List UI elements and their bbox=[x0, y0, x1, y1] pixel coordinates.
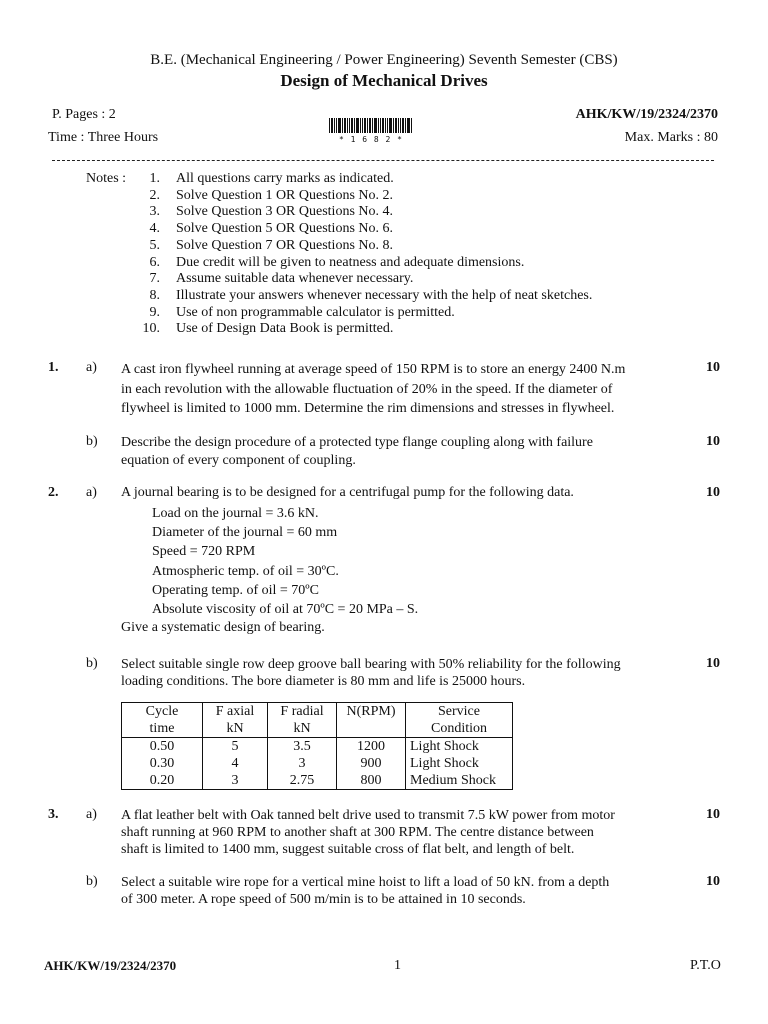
table-header-cell: F radial bbox=[268, 703, 337, 721]
subquestion-label: b) bbox=[86, 434, 98, 449]
note-number: 4. bbox=[149, 221, 160, 237]
table-header-cell: N(RPM) bbox=[337, 703, 406, 721]
note-number: 1. bbox=[149, 171, 160, 186]
note-text: All questions carry marks as indicated. bbox=[176, 171, 394, 186]
paper-code: AHK/KW/19/2324/2370 bbox=[575, 107, 718, 122]
question-3b-text bbox=[121, 874, 609, 908]
subquestion-label: a) bbox=[86, 485, 97, 500]
page-count: P. Pages : 2 bbox=[52, 107, 116, 122]
note-number: 8. bbox=[149, 287, 160, 303]
header-divider bbox=[52, 160, 714, 161]
footer-code: AHK/KW/19/2324/2370 bbox=[44, 958, 177, 973]
table-header-cell: time bbox=[122, 720, 203, 738]
note-text: Solve Question 3 OR Questions No. 4. bbox=[176, 204, 393, 220]
table-cell: 1200 bbox=[337, 738, 406, 756]
table-row bbox=[122, 738, 513, 756]
marks-value: 10 bbox=[706, 434, 720, 449]
question-line: shaft running at 960 RPM to another shaft at 300 RPM. The centre distance between bbox=[121, 825, 594, 840]
question-line: A cast iron flywheel running at average speed of 150 RPM is to store an energy 2400 N.m bbox=[121, 362, 626, 377]
note-number: 6. bbox=[149, 254, 160, 270]
table-header-cell: Condition bbox=[406, 720, 513, 738]
table-row bbox=[122, 772, 513, 790]
data-line: Speed = 720 RPM bbox=[152, 544, 256, 560]
note-number: 7. bbox=[149, 271, 160, 287]
marks-value: 10 bbox=[706, 874, 720, 889]
table-cell: Light Shock bbox=[406, 738, 513, 756]
table-cell: 5 bbox=[203, 738, 268, 756]
marks-value: 10 bbox=[706, 656, 720, 671]
table-cell: 3 bbox=[203, 772, 268, 790]
table-row bbox=[122, 755, 513, 772]
bearing-data-list bbox=[152, 504, 418, 619]
marks-value: 10 bbox=[706, 485, 720, 500]
table-cell: 800 bbox=[337, 772, 406, 790]
question-1a-text bbox=[121, 360, 625, 419]
question-line: in each revolution with the allowable fluctuation of 20% in the speed. If the diameter of bbox=[121, 381, 613, 397]
data-line: Load on the journal = 3.6 kN. bbox=[152, 506, 319, 521]
question-number: 3. bbox=[48, 807, 59, 822]
question-line: Select suitable single row deep groove ball bearing with 50% reliability for the following bbox=[121, 657, 621, 672]
question-2a-end: Give a systematic design of bearing. bbox=[121, 620, 325, 635]
note-text: Solve Question 5 OR Questions No. 6. bbox=[176, 221, 393, 237]
subquestion-label: b) bbox=[86, 656, 98, 671]
data-line: Diameter of the journal = 60 mm bbox=[152, 525, 338, 541]
table-cell: Medium Shock bbox=[406, 772, 513, 790]
question-line: A flat leather belt with Oak tanned belt drive used to transmit 7.5 kW power from motor bbox=[121, 808, 615, 823]
subquestion-label: a) bbox=[86, 807, 97, 822]
table-cell: 0.30 bbox=[122, 755, 203, 772]
note-number: 10. bbox=[142, 321, 160, 337]
table-header-cell: F axial bbox=[203, 703, 268, 721]
table-header-row bbox=[122, 720, 513, 738]
note-text: Solve Question 1 OR Questions No. 2. bbox=[176, 187, 393, 203]
course-title: B.E. (Mechanical Engineering / Power Engineering) Seventh Semester (CBS) bbox=[150, 52, 618, 68]
data-line: Operating temp. of oil = 70ºC bbox=[152, 582, 319, 598]
loading-conditions-table bbox=[121, 702, 513, 790]
subject-title: Design of Mechanical Drives bbox=[280, 71, 488, 90]
exam-duration: Time : Three Hours bbox=[48, 130, 159, 145]
barcode-number: * 1 6 8 2 * bbox=[339, 135, 403, 144]
question-number: 1. bbox=[48, 360, 59, 375]
table-header-cell: Service bbox=[406, 703, 513, 721]
marks-value: 10 bbox=[706, 807, 720, 822]
table-header-cell: Cycle bbox=[122, 703, 203, 721]
table-cell: 3 bbox=[268, 755, 337, 772]
table-cell: 0.50 bbox=[122, 738, 203, 756]
note-number: 5. bbox=[149, 237, 160, 253]
question-1b-text bbox=[121, 434, 593, 470]
note-text: Assume suitable data whenever necessary. bbox=[176, 271, 414, 287]
table-cell: 2.75 bbox=[268, 772, 337, 790]
table-header-row bbox=[122, 703, 513, 721]
question-line: shaft is limited to 1400 mm, suggest suitable cross of flat belt, and length of belt. bbox=[121, 842, 575, 857]
note-text: Use of Design Data Book is permitted. bbox=[176, 321, 394, 337]
question-line: Select a suitable wire rope for a vertical mine hoist to lift a load of 50 kN. from a depth bbox=[121, 875, 610, 890]
table-header-cell: kN bbox=[203, 720, 268, 738]
table-cell: 4 bbox=[203, 755, 268, 772]
table-header-cell: kN bbox=[268, 720, 337, 738]
note-text: Solve Question 7 OR Questions No. 8. bbox=[176, 237, 393, 253]
note-number: 9. bbox=[149, 304, 160, 320]
note-number: 3. bbox=[149, 204, 160, 220]
max-marks: Max. Marks : 80 bbox=[624, 130, 718, 145]
note-text: Use of non programmable calculator is permitted. bbox=[176, 304, 455, 320]
subquestion-label: a) bbox=[86, 360, 97, 375]
question-3a-text bbox=[121, 807, 615, 858]
question-line: equation of every component of coupling. bbox=[121, 453, 356, 468]
notes-label: Notes : bbox=[86, 171, 127, 186]
question-line: flywheel is limited to 1000 mm. Determine the rim dimensions and stresses in flywheel. bbox=[121, 401, 615, 416]
question-number: 2. bbox=[48, 485, 59, 500]
question-line: loading conditions. The bore diameter is 80 mm and life is 25000 hours. bbox=[121, 674, 526, 689]
subquestion-label: b) bbox=[86, 874, 98, 889]
note-text: Due credit will be given to neatness and adequate dimensions. bbox=[176, 254, 525, 270]
question-2a-intro: A journal bearing is to be designed for a centrifugal pump for the following data. bbox=[121, 485, 574, 500]
note-text: Illustrate your answers whenever necessary with the help of neat sketches. bbox=[176, 287, 593, 303]
marks-value: 10 bbox=[706, 360, 720, 375]
table-cell: 900 bbox=[337, 755, 406, 772]
table-cell: 3.5 bbox=[268, 738, 337, 756]
question-line: Describe the design procedure of a protected type flange coupling along with failure bbox=[121, 435, 593, 450]
note-number: 2. bbox=[149, 187, 160, 203]
question-2b-text bbox=[121, 656, 621, 690]
data-line: Absolute viscosity of oil at 70ºC = 20 MPa – S. bbox=[152, 602, 419, 618]
pto-label: P.T.O bbox=[690, 958, 721, 973]
barcode-image bbox=[329, 118, 413, 133]
data-line: Atmospheric temp. of oil = 30ºC. bbox=[152, 563, 339, 579]
page-number: 1 bbox=[394, 958, 401, 973]
question-line: of 300 meter. A rope speed of 500 m/min is to be attained in 10 seconds. bbox=[121, 892, 526, 907]
table-header-cell bbox=[337, 720, 406, 738]
table-cell: 0.20 bbox=[122, 772, 203, 790]
table-cell: Light Shock bbox=[406, 755, 513, 772]
